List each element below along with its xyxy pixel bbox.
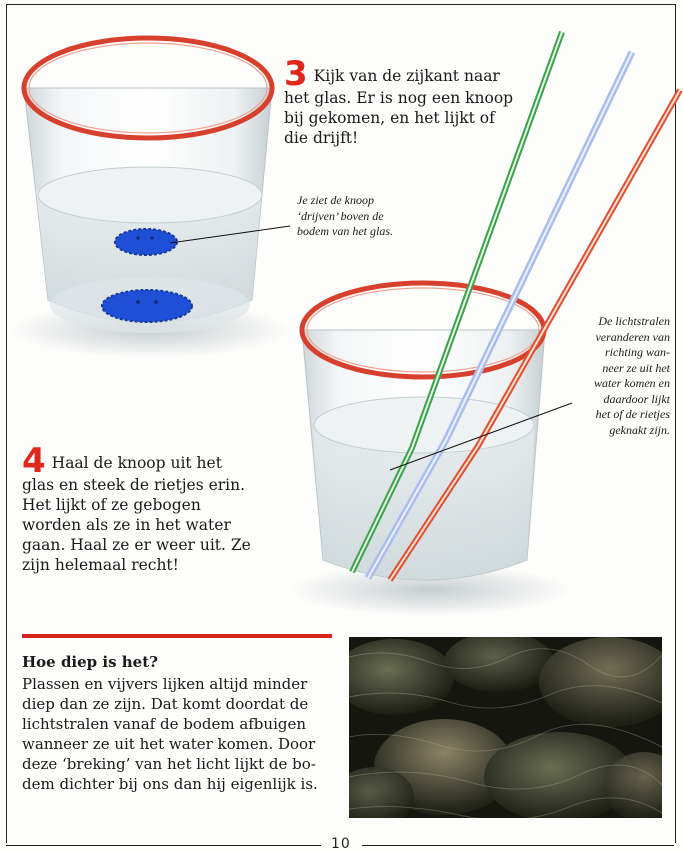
section-divider xyxy=(22,634,332,638)
caption-line: geknakt zijn. xyxy=(609,422,670,437)
step-4-line: gaan. Haal ze er weer uit. Ze xyxy=(22,536,251,554)
glass-with-straws xyxy=(290,283,570,616)
sidebar-line: deze ‘breking’ van het licht lijkt de bo- xyxy=(22,755,316,773)
pond-stones-photo xyxy=(349,637,662,818)
step-4-number: 4 xyxy=(22,441,46,481)
step-4-line: worden als ze in het water xyxy=(22,516,231,534)
button-bottom-icon xyxy=(102,290,192,322)
step-3-line: die drijft! xyxy=(284,129,359,147)
caption-line: het of de rietjes xyxy=(595,407,670,421)
page-number: 10 xyxy=(331,836,351,852)
caption-line: Je ziet de knoop xyxy=(297,193,374,207)
caption-bent-straws xyxy=(560,314,670,438)
caption-line: neer ze uit het xyxy=(602,360,670,375)
sidebar-title: Hoe diep is het? xyxy=(22,653,158,671)
step-3-number: 3 xyxy=(284,54,308,94)
sidebar-line: dem dichter bij ons dan hij eigenlijk is. xyxy=(22,775,318,793)
caption-line: De lichtstralen xyxy=(598,314,670,328)
caption-line: ‘drijven’ boven de xyxy=(297,208,384,223)
caption-line: bodem van het glas. xyxy=(297,224,393,238)
caption-line: daardoor lijkt xyxy=(603,391,670,406)
step-3-line: bij gekomen, en het lijkt of xyxy=(284,109,495,127)
step-4-line: glas en steek de rietjes erin. xyxy=(22,476,246,494)
button-floating-icon xyxy=(115,229,177,255)
caption-floating-button xyxy=(297,193,437,240)
step-4-line: zijn helemaal recht! xyxy=(22,556,179,574)
step-4-line: 4 Haal de knoop uit het xyxy=(22,441,222,481)
sidebar-line: wanneer ze uit het water komen. Door xyxy=(22,735,316,753)
sidebar-body xyxy=(22,674,340,794)
footer-rule-right xyxy=(362,845,674,846)
step-4-line: Het lijkt of ze gebogen xyxy=(22,496,201,514)
footer-rule-left xyxy=(6,845,321,846)
step-3-line: het glas. Er is nog een knoop xyxy=(284,89,514,107)
sidebar-line: diep dan ze zijn. Dat komt doordat de xyxy=(22,695,309,713)
caption-line: veranderen van xyxy=(595,329,670,344)
step-4-text xyxy=(22,441,262,575)
step-3-line: 3 Kijk van de zijkant naar xyxy=(284,54,500,94)
sidebar-line: lichtstralen vanaf de bodem afbuigen xyxy=(22,715,307,733)
caption-line: richting wan- xyxy=(605,345,670,359)
step-3-text xyxy=(284,54,524,148)
sidebar-line: Plassen en vijvers lijken altijd minder xyxy=(22,675,308,693)
caption-line: water komen en xyxy=(594,376,670,390)
